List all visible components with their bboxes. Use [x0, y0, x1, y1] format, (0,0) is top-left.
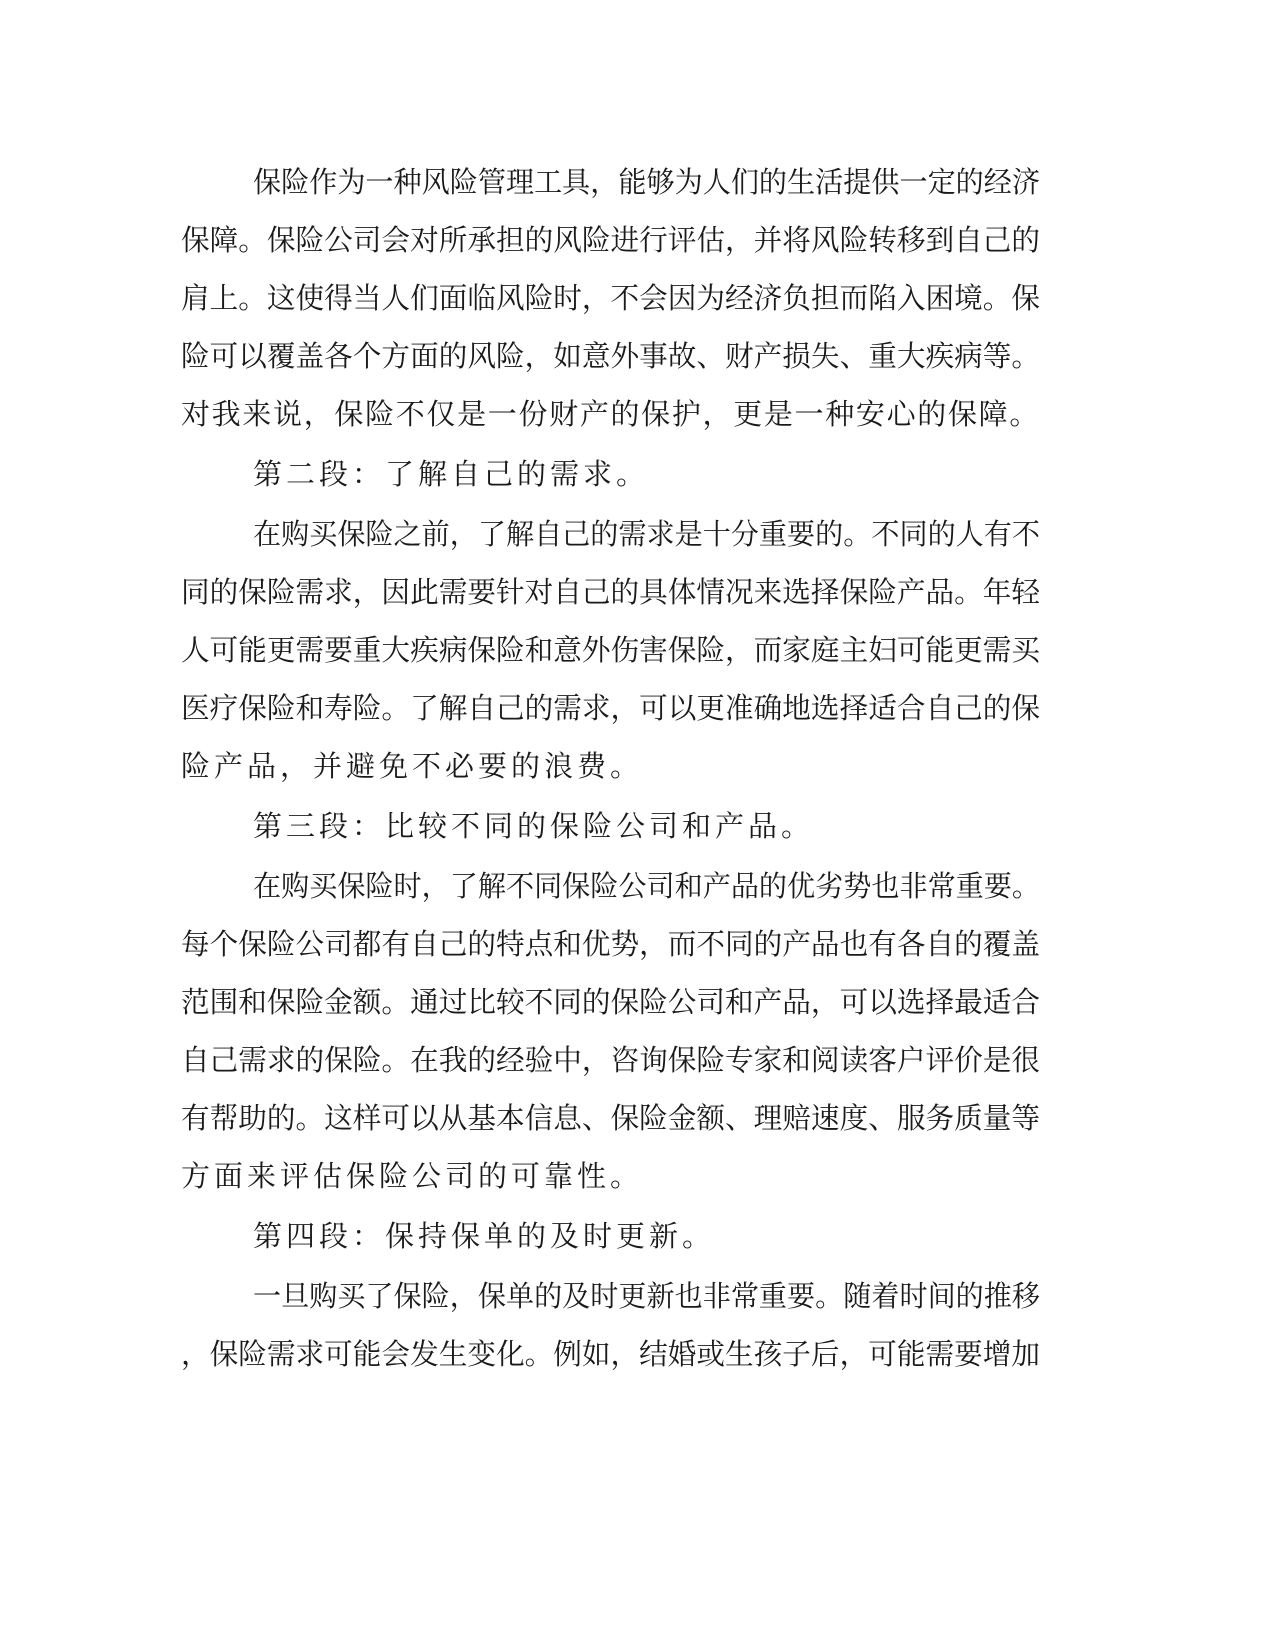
line-text: 在购买保险之前，了解自己的需求是十分重要的。不同的人有不 [253, 517, 1041, 551]
heading-text: 第三段：比较不同的保险公司和产品。 [253, 809, 815, 843]
text-line [0, 864, 1275, 908]
line-text: 自己需求的保险。在我的经验中，咨询保险专家和阅读客户评价是很 [181, 1043, 1041, 1077]
line-text: 对我来说，保险不仅是一份财产的保护，更是一种安心的保障。 [181, 397, 1041, 431]
text-line [0, 744, 1275, 788]
text-line [0, 628, 1275, 672]
line-text: 保障。保险公司会对所承担的风险进行评估，并将风险转移到自己的 [181, 223, 1041, 257]
line-text: 医疗保险和寿险。了解自己的需求，可以更准确地选择适合自己的保 [181, 691, 1041, 725]
text-line [0, 160, 1275, 204]
text-line [0, 980, 1275, 1024]
text-line [0, 1038, 1275, 1082]
line-text: 同的保险需求，因此需要针对自己的具体情况来选择保险产品。年轻 [181, 575, 1041, 609]
text-line [0, 218, 1275, 262]
line-text: 在购买保险时，了解不同保险公司和产品的优劣势也非常重要。 [253, 869, 1041, 903]
section-heading [0, 452, 1275, 496]
text-line [0, 1274, 1275, 1318]
text-line [0, 1096, 1275, 1140]
line-text: 险可以覆盖各个方面的风险，如意外事故、财产损失、重大疾病等。 [181, 339, 1041, 373]
text-line [0, 570, 1275, 614]
text-line [0, 512, 1275, 556]
line-text: 范围和保险金额。通过比较不同的保险公司和产品，可以选择最适合 [181, 985, 1041, 1019]
line-text: 保险作为一种风险管理工具，能够为人们的生活提供一定的经济 [253, 165, 1041, 199]
line-text: 每个保险公司都有自己的特点和优势，而不同的产品也有各自的覆盖 [181, 927, 1041, 961]
text-line [0, 922, 1275, 966]
line-text: 险产品，并避免不必要的浪费。 [181, 749, 644, 783]
text-line [0, 1332, 1275, 1376]
text-line [0, 686, 1275, 730]
line-text: 有帮助的。这样可以从基本信息、保险金额、理赔速度、服务质量等 [181, 1101, 1041, 1135]
text-line [0, 276, 1275, 320]
section-heading [0, 804, 1275, 848]
line-text: 方面来评估保险公司的可靠性。 [181, 1159, 644, 1193]
line-text: ，保险需求可能会发生变化。例如，结婚或生孩子后，可能需要增加 [181, 1337, 1041, 1371]
line-text: 人可能更需要重大疾病保险和意外伤害保险，而家庭主妇可能更需买 [181, 633, 1041, 667]
line-text: 一旦购买了保险，保单的及时更新也非常重要。随着时间的推移 [253, 1279, 1041, 1313]
section-heading [0, 1214, 1275, 1258]
text-line [0, 334, 1275, 378]
text-line [0, 392, 1275, 436]
line-text: 肩上。这使得当人们面临风险时，不会因为经济负担而陷入困境。保 [181, 281, 1041, 315]
text-line [0, 1154, 1275, 1198]
heading-text: 第二段：了解自己的需求。 [253, 457, 650, 491]
heading-text: 第四段：保持保单的及时更新。 [253, 1219, 716, 1253]
